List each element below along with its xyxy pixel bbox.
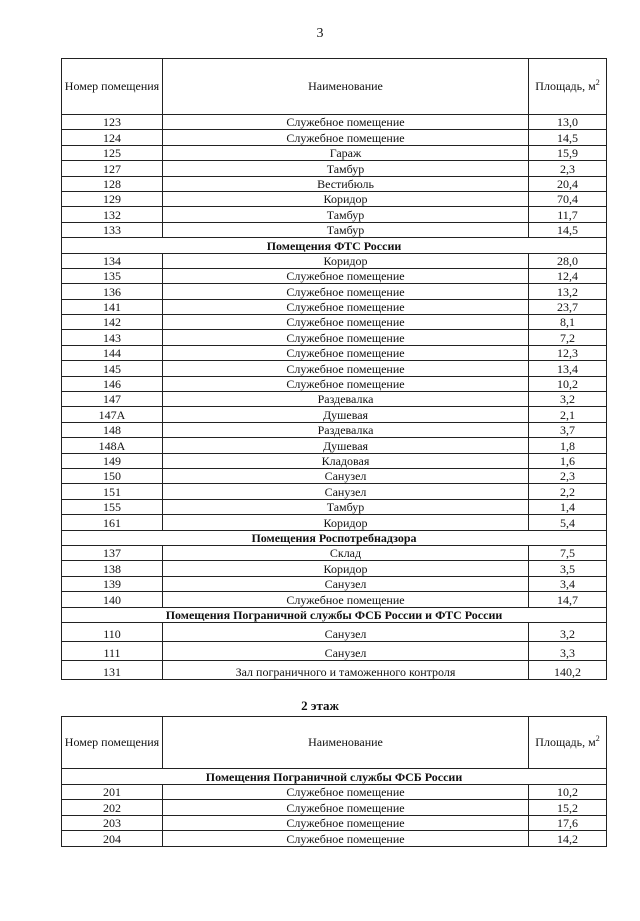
room-area-cell: 1,6 xyxy=(529,453,607,468)
table-row xyxy=(62,130,607,145)
table-row xyxy=(62,253,607,268)
room-name-cell: Тамбур xyxy=(163,161,529,176)
table-row xyxy=(62,499,607,514)
table-row xyxy=(62,800,607,816)
header-number: Номер помещения xyxy=(62,717,163,769)
room-area-cell: 3,7 xyxy=(529,422,607,437)
room-area-cell: 20,4 xyxy=(529,176,607,191)
room-name-cell: Кладовая xyxy=(163,453,529,468)
room-number-cell: 148А xyxy=(62,438,163,453)
room-number-cell: 155 xyxy=(62,499,163,514)
table-row xyxy=(62,660,607,679)
room-name-cell: Тамбур xyxy=(163,222,529,237)
section-title: Помещения Роспотребнадзора xyxy=(62,530,607,545)
room-number-cell: 131 xyxy=(62,660,163,679)
table-header-row xyxy=(62,59,607,115)
room-name-cell: Служебное помещение xyxy=(163,130,529,145)
table-row xyxy=(62,815,607,831)
table-row xyxy=(62,191,607,206)
room-name-cell: Служебное помещение xyxy=(163,268,529,283)
room-area-cell: 14,5 xyxy=(529,130,607,145)
room-name-cell: Коридор xyxy=(163,253,529,268)
room-area-cell: 11,7 xyxy=(529,207,607,222)
room-number-cell: 145 xyxy=(62,361,163,376)
room-area-cell: 2,1 xyxy=(529,407,607,422)
room-area-cell: 14,2 xyxy=(529,831,607,847)
room-number-cell: 110 xyxy=(62,622,163,641)
room-number-cell: 125 xyxy=(62,145,163,160)
table-row xyxy=(62,207,607,222)
room-name-cell: Санузел xyxy=(163,468,529,483)
room-name-cell: Коридор xyxy=(163,561,529,576)
table-row xyxy=(62,515,607,530)
table-row xyxy=(62,392,607,407)
table-row xyxy=(62,545,607,560)
room-area-cell: 70,4 xyxy=(529,191,607,206)
table-row xyxy=(62,622,607,641)
room-name-cell: Коридор xyxy=(163,515,529,530)
table-row xyxy=(62,561,607,576)
room-number-cell: 137 xyxy=(62,545,163,560)
room-name-cell: Вестибюль xyxy=(163,176,529,191)
header-number: Номер помещения xyxy=(62,59,163,115)
room-name-cell: Раздевалка xyxy=(163,422,529,437)
room-number-cell: 147А xyxy=(62,407,163,422)
room-area-cell: 12,4 xyxy=(529,268,607,283)
room-number-cell: 148 xyxy=(62,422,163,437)
table-row xyxy=(62,468,607,483)
room-name-cell: Раздевалка xyxy=(163,392,529,407)
table-row xyxy=(62,315,607,330)
rooms-table-floor-1 xyxy=(61,58,607,680)
room-area-cell: 140,2 xyxy=(529,660,607,679)
room-area-cell: 15,9 xyxy=(529,145,607,160)
room-number-cell: 202 xyxy=(62,800,163,816)
room-name-cell: Служебное помещение xyxy=(163,831,529,847)
header-area-label: Площадь, м xyxy=(535,79,596,93)
room-name-cell: Душевая xyxy=(163,438,529,453)
section-row xyxy=(62,238,607,253)
room-number-cell: 151 xyxy=(62,484,163,499)
room-number-cell: 203 xyxy=(62,815,163,831)
room-number-cell: 204 xyxy=(62,831,163,847)
room-number-cell: 161 xyxy=(62,515,163,530)
room-number-cell: 140 xyxy=(62,592,163,607)
table-row xyxy=(62,330,607,345)
room-name-cell: Служебное помещение xyxy=(163,299,529,314)
room-name-cell: Служебное помещение xyxy=(163,592,529,607)
room-area-cell: 2,3 xyxy=(529,468,607,483)
table-row xyxy=(62,176,607,191)
room-area-cell: 3,2 xyxy=(529,392,607,407)
room-area-cell: 14,7 xyxy=(529,592,607,607)
room-area-cell: 3,2 xyxy=(529,622,607,641)
section-row xyxy=(62,607,607,622)
room-area-cell: 23,7 xyxy=(529,299,607,314)
room-number-cell: 111 xyxy=(62,641,163,660)
table-row xyxy=(62,161,607,176)
room-area-cell: 5,4 xyxy=(529,515,607,530)
room-area-cell: 2,2 xyxy=(529,484,607,499)
room-area-cell: 1,4 xyxy=(529,499,607,514)
room-name-cell: Санузел xyxy=(163,576,529,591)
room-name-cell: Служебное помещение xyxy=(163,361,529,376)
table-row xyxy=(62,576,607,591)
room-name-cell: Тамбур xyxy=(163,499,529,514)
room-name-cell: Служебное помещение xyxy=(163,815,529,831)
room-name-cell: Санузел xyxy=(163,484,529,499)
room-area-cell: 12,3 xyxy=(529,345,607,360)
table-row xyxy=(62,284,607,299)
room-name-cell: Душевая xyxy=(163,407,529,422)
header-area-unit-sup: 2 xyxy=(595,78,600,87)
header-name: Наименование xyxy=(163,717,529,769)
room-area-cell: 14,5 xyxy=(529,222,607,237)
room-area-cell: 10,2 xyxy=(529,784,607,800)
room-area-cell: 3,3 xyxy=(529,641,607,660)
table-row xyxy=(62,784,607,800)
room-number-cell: 141 xyxy=(62,299,163,314)
room-name-cell: Служебное помещение xyxy=(163,376,529,391)
table-row xyxy=(62,484,607,499)
table-row xyxy=(62,641,607,660)
room-number-cell: 139 xyxy=(62,576,163,591)
room-number-cell: 134 xyxy=(62,253,163,268)
header-area-unit-sup: 2 xyxy=(595,734,600,743)
room-area-cell: 28,0 xyxy=(529,253,607,268)
table-row xyxy=(62,831,607,847)
room-name-cell: Коридор xyxy=(163,191,529,206)
table-row xyxy=(62,453,607,468)
header-area xyxy=(529,717,607,769)
room-area-cell: 1,8 xyxy=(529,438,607,453)
room-name-cell: Зал пограничного и таможенного контроля xyxy=(163,660,529,679)
room-number-cell: 144 xyxy=(62,345,163,360)
room-number-cell: 128 xyxy=(62,176,163,191)
room-number-cell: 133 xyxy=(62,222,163,237)
room-number-cell: 147 xyxy=(62,392,163,407)
header-area xyxy=(529,59,607,115)
room-number-cell: 138 xyxy=(62,561,163,576)
table-row xyxy=(62,376,607,391)
section-title: Помещения Пограничной службы ФСБ России xyxy=(62,769,607,785)
room-area-cell: 7,2 xyxy=(529,330,607,345)
room-number-cell: 201 xyxy=(62,784,163,800)
room-name-cell: Гараж xyxy=(163,145,529,160)
table-body xyxy=(62,769,607,847)
header-name: Наименование xyxy=(163,59,529,115)
room-number-cell: 150 xyxy=(62,468,163,483)
room-area-cell: 3,4 xyxy=(529,576,607,591)
table-row xyxy=(62,592,607,607)
room-name-cell: Служебное помещение xyxy=(163,284,529,299)
table-row xyxy=(62,345,607,360)
room-area-cell: 13,2 xyxy=(529,284,607,299)
table-row xyxy=(62,422,607,437)
room-number-cell: 143 xyxy=(62,330,163,345)
room-area-cell: 13,4 xyxy=(529,361,607,376)
table-row xyxy=(62,407,607,422)
room-number-cell: 136 xyxy=(62,284,163,299)
table-row xyxy=(62,438,607,453)
room-area-cell: 17,6 xyxy=(529,815,607,831)
room-number-cell: 135 xyxy=(62,268,163,283)
room-number-cell: 124 xyxy=(62,130,163,145)
room-number-cell: 149 xyxy=(62,453,163,468)
room-area-cell: 8,1 xyxy=(529,315,607,330)
room-name-cell: Склад xyxy=(163,545,529,560)
section-title: Помещения ФТС России xyxy=(62,238,607,253)
table-body xyxy=(62,115,607,680)
room-number-cell: 123 xyxy=(62,115,163,130)
room-name-cell: Тамбур xyxy=(163,207,529,222)
section-row xyxy=(62,530,607,545)
room-number-cell: 146 xyxy=(62,376,163,391)
room-name-cell: Санузел xyxy=(163,622,529,641)
table-header-row xyxy=(62,717,607,769)
room-number-cell: 142 xyxy=(62,315,163,330)
table-row xyxy=(62,361,607,376)
room-number-cell: 127 xyxy=(62,161,163,176)
table-row xyxy=(62,299,607,314)
room-area-cell: 7,5 xyxy=(529,545,607,560)
room-name-cell: Служебное помещение xyxy=(163,315,529,330)
floor-2-title: 2 этаж xyxy=(301,698,339,713)
room-area-cell: 15,2 xyxy=(529,800,607,816)
section-row xyxy=(62,769,607,785)
table-row xyxy=(62,268,607,283)
room-area-cell: 10,2 xyxy=(529,376,607,391)
room-name-cell: Служебное помещение xyxy=(163,345,529,360)
room-name-cell: Служебное помещение xyxy=(163,330,529,345)
header-area-label: Площадь, м xyxy=(535,735,596,749)
room-name-cell: Санузел xyxy=(163,641,529,660)
room-name-cell: Служебное помещение xyxy=(163,784,529,800)
section-title: Помещения Пограничной службы ФСБ России и ФТС России xyxy=(62,607,607,622)
room-number-cell: 129 xyxy=(62,191,163,206)
room-name-cell: Служебное помещение xyxy=(163,800,529,816)
room-area-cell: 2,3 xyxy=(529,161,607,176)
table-row xyxy=(62,222,607,237)
table-row xyxy=(62,145,607,160)
page-number: 3 xyxy=(316,26,324,41)
room-area-cell: 13,0 xyxy=(529,115,607,130)
room-number-cell: 132 xyxy=(62,207,163,222)
room-name-cell: Служебное помещение xyxy=(163,115,529,130)
room-area-cell: 3,5 xyxy=(529,561,607,576)
table-row xyxy=(62,115,607,130)
rooms-table-floor-2 xyxy=(61,716,607,847)
